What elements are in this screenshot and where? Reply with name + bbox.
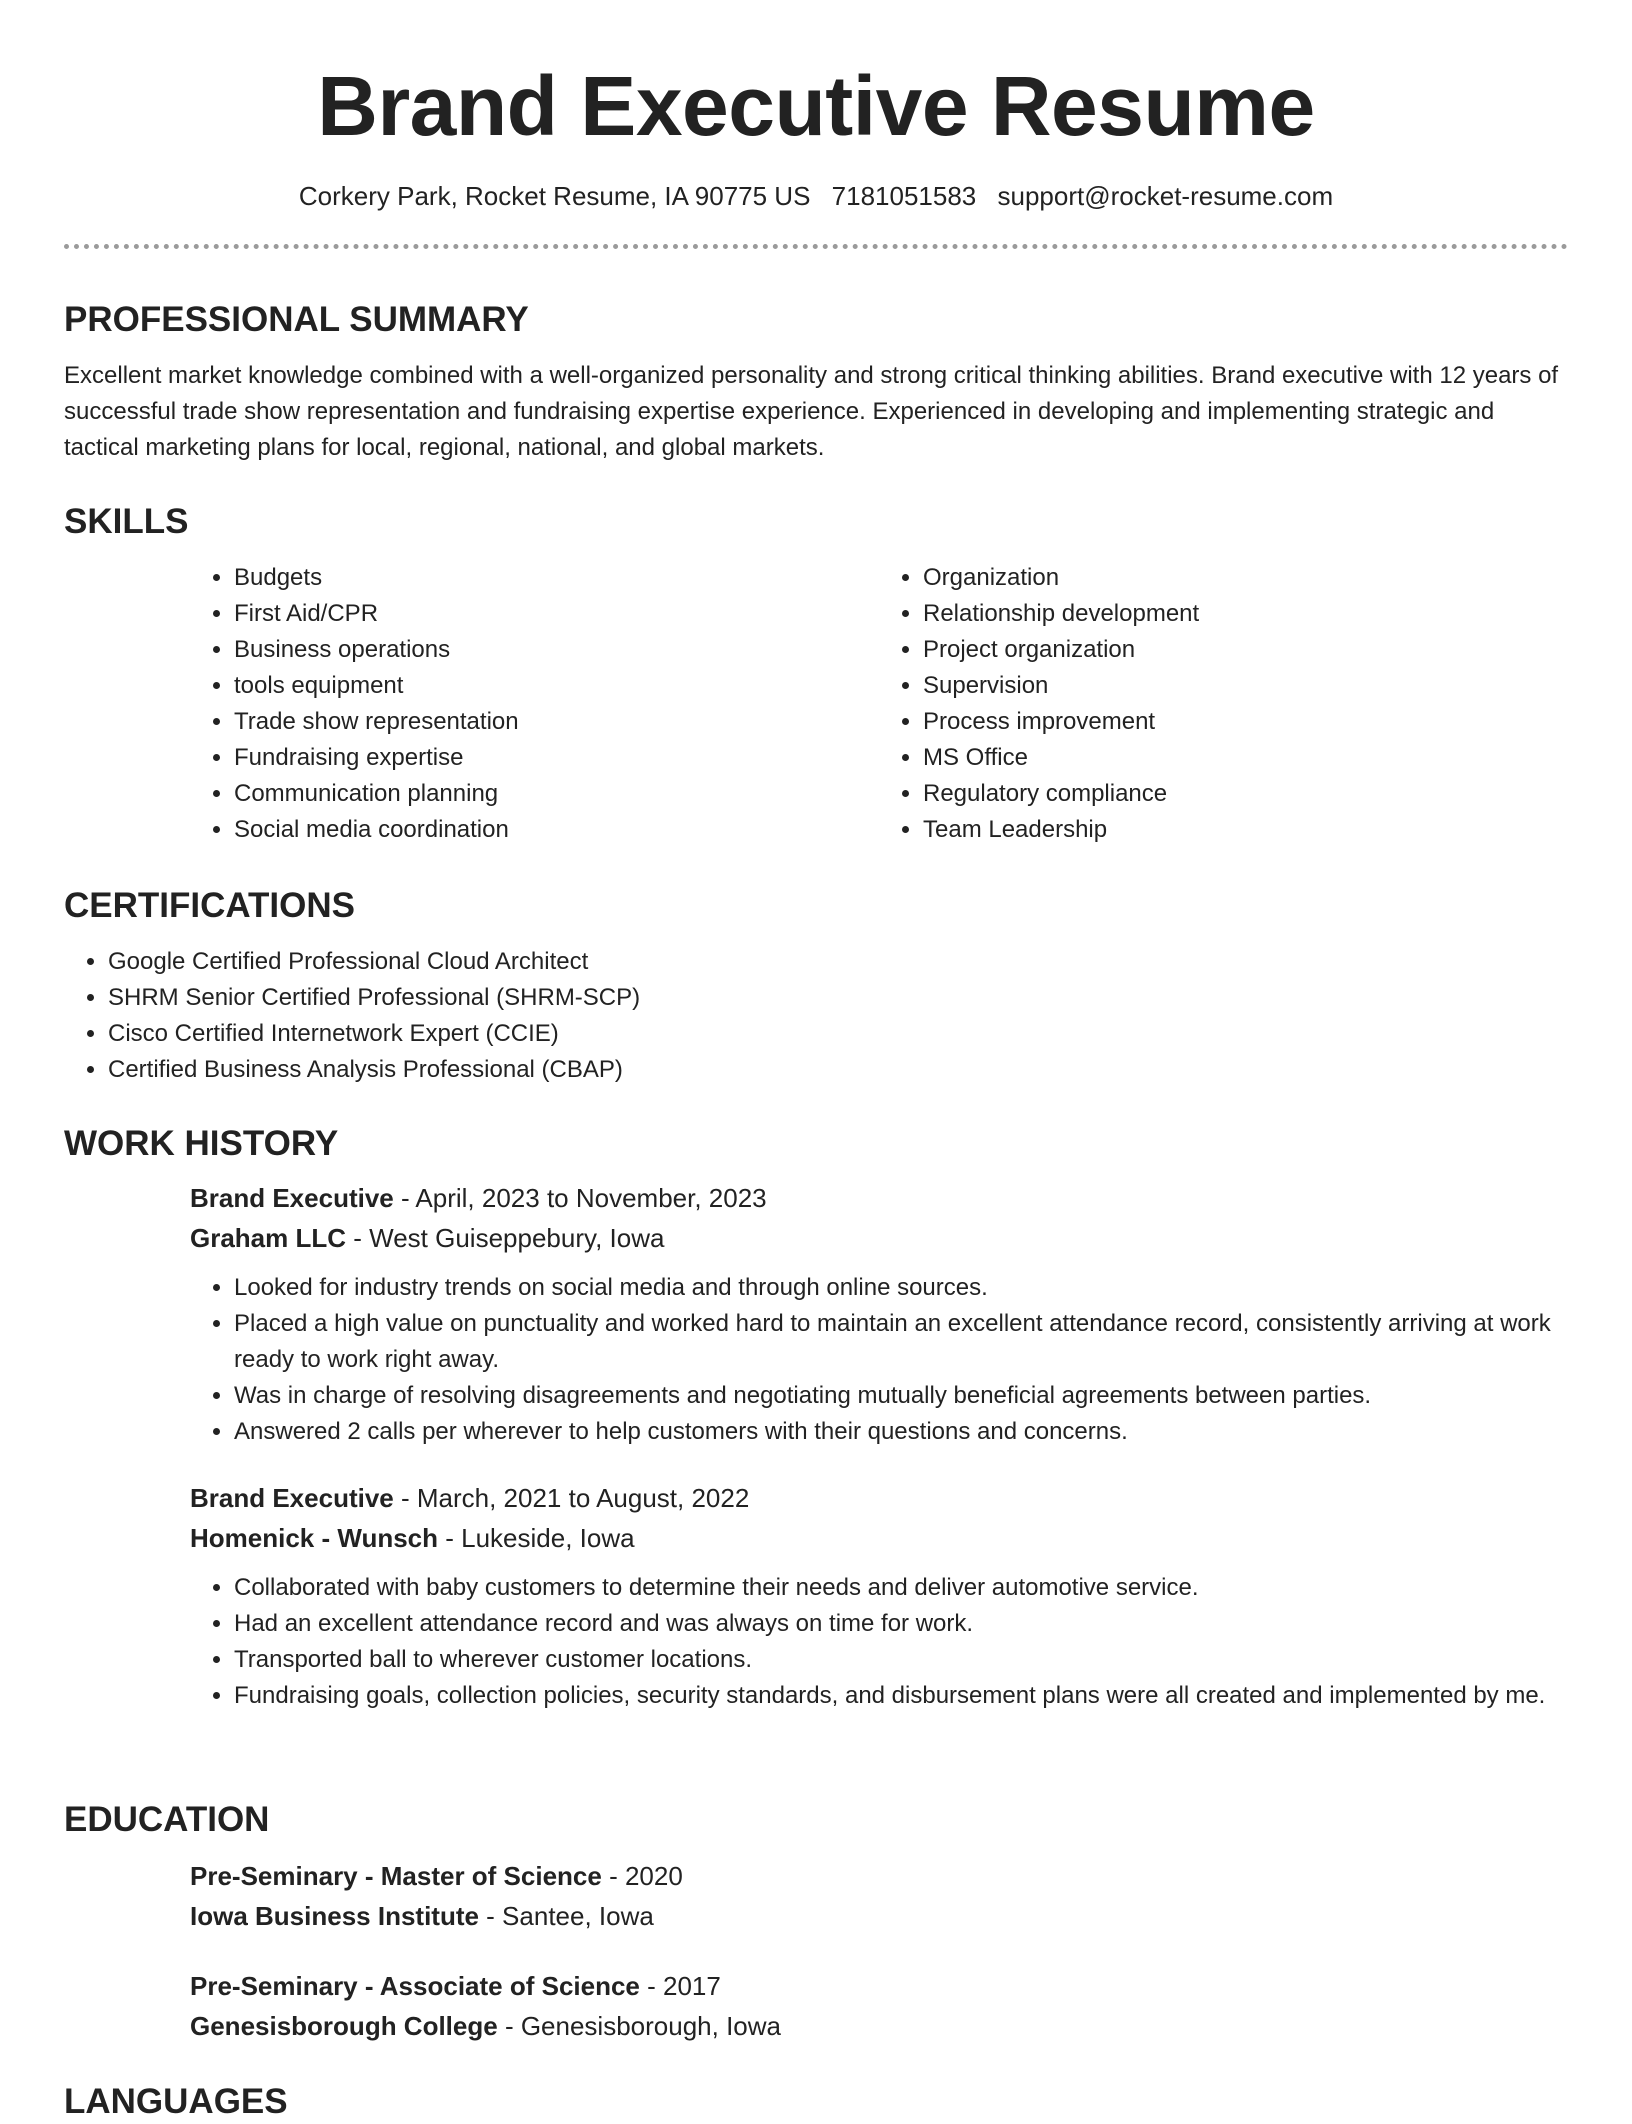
job-location: - West Guiseppebury, Iowa: [346, 1223, 665, 1253]
skill-item: • MS Office: [923, 740, 1568, 776]
job-entry: [190, 1478, 1568, 1714]
job-title: Brand Executive: [190, 1183, 394, 1213]
skills-section: [64, 500, 1568, 848]
skill-item: • Social media coordination: [234, 812, 879, 848]
languages-section: [64, 2080, 1568, 2124]
skill-item: • Relationship development: [923, 596, 1568, 632]
certification-item: • Certified Business Analysis Professional (CBAP): [108, 1052, 1568, 1088]
skill-item: • Supervision: [923, 668, 1568, 704]
education-school: Iowa Business Institute: [190, 1901, 479, 1931]
education-location: - Santee, Iowa: [478, 1901, 654, 1931]
education-year: - 2020: [601, 1861, 683, 1891]
work-heading: WORK HISTORY: [64, 1124, 339, 1163]
resume-title: Brand Executive Resume: [317, 59, 1315, 153]
education-degree-line: [190, 1856, 1568, 1896]
certification-item: • Cisco Certified Internetwork Expert (CCIE): [108, 1016, 1568, 1052]
certifications-list: [64, 944, 1568, 1088]
education-degree: Pre-Seminary - Associate of Science: [190, 1971, 640, 2001]
job-bullet: • Transported ball to wherever customer locations.: [234, 1642, 1568, 1678]
education-year: - 2017: [639, 1971, 721, 2001]
education-school: Genesisborough College: [190, 2011, 498, 2041]
skills-columns: [190, 560, 1568, 848]
job-dates: - April, 2023 to November, 2023: [393, 1183, 767, 1213]
skill-item: • Regulatory compliance: [923, 776, 1568, 812]
job-company-line: [190, 1218, 1568, 1258]
skill-item: • Process improvement: [923, 704, 1568, 740]
job-bullets: [190, 1570, 1568, 1714]
skill-item: • Organization: [923, 560, 1568, 596]
job-title-line: [190, 1178, 1568, 1218]
skill-item: • Budgets: [234, 560, 879, 596]
job-company: Graham LLC: [190, 1223, 347, 1253]
education-location: - Genesisborough, Iowa: [497, 2011, 781, 2041]
job-bullet: • Answered 2 calls per wherever to help customers with their questions and concerns.: [234, 1414, 1568, 1450]
skills-heading: SKILLS: [64, 502, 189, 541]
header-divider: [64, 244, 1568, 249]
education-entry: [190, 1856, 1568, 1936]
skill-item: • Communication planning: [234, 776, 879, 812]
job-company-line: [190, 1518, 1568, 1558]
certifications-heading: CERTIFICATIONS: [64, 886, 356, 925]
certifications-section: [64, 884, 1568, 1088]
skill-item: • Team Leadership: [923, 812, 1568, 848]
skill-item: • tools equipment: [234, 668, 879, 704]
contact-line: [64, 178, 1568, 214]
education-heading: EDUCATION: [64, 1800, 270, 1839]
resume-page: [64, 0, 1568, 2121]
job-bullet: • Placed a high value on punctuality and worked hard to maintain an excellent attendance record, consistently arriving at work ready to work right away.: [234, 1306, 1568, 1378]
skill-item: • Fundraising expertise: [234, 740, 879, 776]
skills-list-right: [879, 560, 1568, 848]
skill-item: • Project organization: [923, 632, 1568, 668]
contact-address: Corkery Park, Rocket Resume, IA 90775 US: [298, 181, 811, 211]
job-bullet: • Looked for industry trends on social media and through online sources.: [234, 1270, 1568, 1306]
skill-item: • First Aid/CPR: [234, 596, 879, 632]
work-section: [64, 1122, 1568, 1714]
job-dates: - March, 2021 to August, 2022: [393, 1483, 750, 1513]
summary-text: Excellent market knowledge combined with a well-organized personality and strong critical thinking abilities. Brand executive with 12 years of successful trade show representation and fundraising expertise experience. Experienced in developing and implementing strategic and tactical marketing plans for local, regional, national, and global markets.: [64, 362, 1559, 461]
skill-item: • Business operations: [234, 632, 879, 668]
education-degree-line: [190, 1966, 1568, 2006]
job-bullet: • Had an excellent attendance record and was always on time for work.: [234, 1606, 1568, 1642]
education-school-line: [190, 2006, 1568, 2046]
job-bullets: [190, 1270, 1568, 1450]
job-bullet: • Collaborated with baby customers to determine their needs and deliver automotive service.: [234, 1570, 1568, 1606]
contact-phone: 7181051583: [831, 181, 977, 211]
job-title-line: [190, 1478, 1568, 1518]
job-bullet: • Fundraising goals, collection policies, security standards, and disbursement plans were all created and implemented by me.: [234, 1678, 1568, 1714]
job-location: - Lukeside, Iowa: [438, 1523, 635, 1553]
job-title: Brand Executive: [190, 1483, 394, 1513]
education-entry: [190, 1966, 1568, 2046]
languages-heading: LANGUAGES: [64, 2082, 288, 2121]
education-section: [64, 1798, 1568, 2046]
certification-item: • Google Certified Professional Cloud Architect: [108, 944, 1568, 980]
contact-email: support@rocket-resume.com: [997, 181, 1334, 211]
summary-heading: PROFESSIONAL SUMMARY: [64, 300, 529, 339]
education-degree: Pre-Seminary - Master of Science: [190, 1861, 602, 1891]
job-bullet: • Was in charge of resolving disagreements and negotiating mutually beneficial agreements between parties.: [234, 1378, 1568, 1414]
education-school-line: [190, 1896, 1568, 1936]
summary-section: [64, 298, 1568, 466]
certification-item: • SHRM Senior Certified Professional (SHRM-SCP): [108, 980, 1568, 1016]
skill-item: • Trade show representation: [234, 704, 879, 740]
skills-list-left: [190, 560, 879, 848]
job-company: Homenick - Wunsch: [190, 1523, 439, 1553]
job-entry: [190, 1178, 1568, 1450]
